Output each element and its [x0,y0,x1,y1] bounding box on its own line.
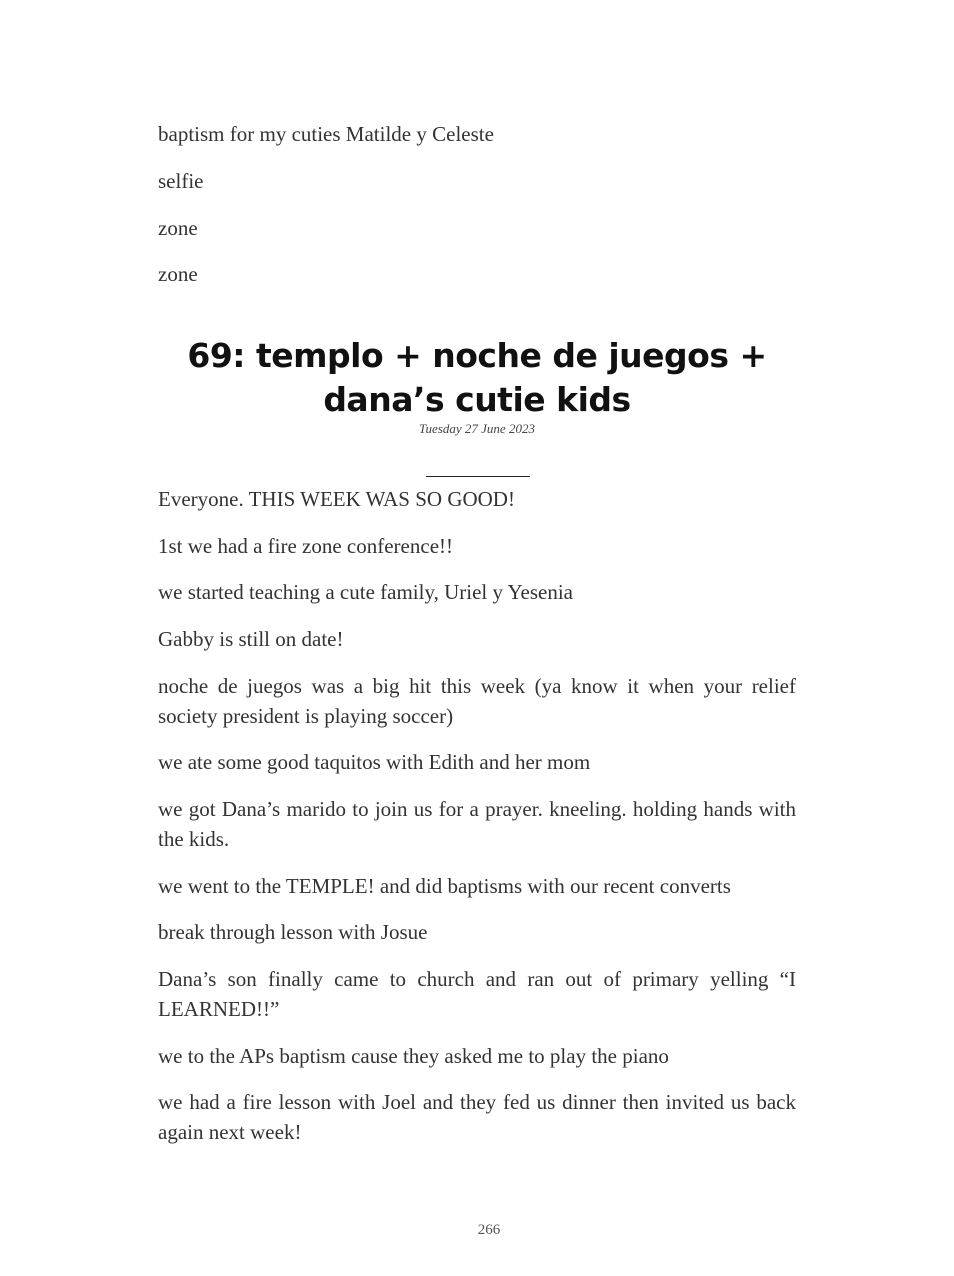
entry-paragraph: we had a fire lesson with Joel and they fed us dinner then invited us back again next week! [158,1090,796,1144]
page-number: 266 [477,1222,501,1238]
entry-paragraph: we ate some good taquitos with Edith and her mom [158,750,591,774]
document-page [158,0,796,1276]
entry-paragraph: we started teaching a cute family, Uriel y Yesenia [158,580,573,604]
entry-paragraph: we to the APs baptism cause they asked me to play the piano [158,1044,669,1068]
entry-date: Tuesday 27 June 2023 [419,421,535,436]
entry-paragraph: we got Dana’s marido to join us for a prayer. kneeling. holding hands with the kids. [158,797,796,851]
entry-paragraph: break through lesson with Josue [158,920,428,944]
entry-paragraph: Gabby is still on date! [158,627,344,651]
prev-entry-line: zone [158,262,198,286]
entry-paragraph: Dana’s son finally came to church and ran out of primary yelling “I LEARNED!!” [158,967,796,1021]
title-divider [426,476,530,477]
entry-paragraph: we went to the TEMPLE! and did baptisms with our recent converts [158,874,731,898]
entry-paragraph: Everyone. THIS WEEK WAS SO GOOD! [158,487,515,511]
prev-entry-line: selfie [158,169,204,193]
entry-title: 69: templo + noche de juegos + dana’s cutie kids [187,336,767,419]
entry-paragraph: noche de juegos was a big hit this week (ya know it when your relief society president is playing soccer) [158,674,796,728]
entry-paragraph: 1st we had a fire zone conference!! [158,534,453,558]
prev-entry-line: zone [158,216,198,240]
prev-entry-line: baptism for my cuties Matilde y Celeste [158,122,494,146]
